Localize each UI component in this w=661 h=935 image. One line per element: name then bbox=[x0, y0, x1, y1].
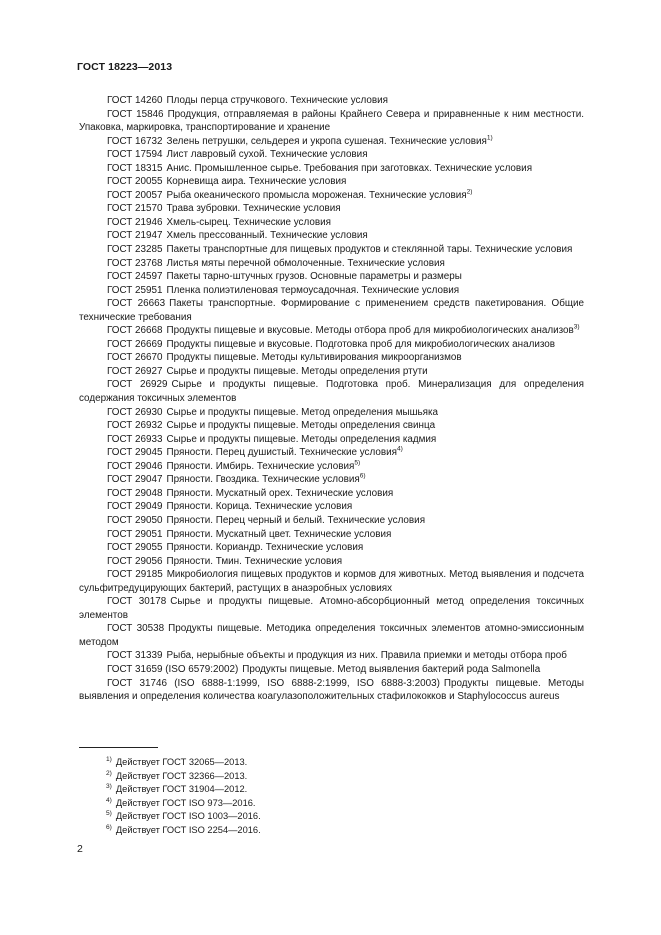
footnote-reference: 3) bbox=[573, 324, 580, 331]
footnote bbox=[106, 770, 261, 784]
reference-code: ГОСТ 26930 bbox=[107, 406, 163, 418]
reference-code: ГОСТ 26670 bbox=[107, 352, 163, 364]
reference-code: ГОСТ 24597 bbox=[107, 271, 163, 283]
footnote bbox=[106, 810, 261, 824]
reference-entry bbox=[79, 297, 584, 324]
reference-code: ГОСТ 20057 bbox=[107, 189, 163, 201]
footnote-mark: 4) bbox=[106, 796, 112, 804]
footnote-reference: 4) bbox=[396, 445, 403, 453]
reference-title: Пряности. Гвоздика. Технические условия bbox=[166, 474, 360, 486]
reference-title: Пакеты тарно-штучных грузов. Основные параметры и размеры bbox=[166, 271, 462, 283]
reference-entry bbox=[79, 595, 584, 622]
reference-entry bbox=[79, 406, 584, 420]
footnote-text: Действует ГОСТ 31904—2012. bbox=[115, 784, 248, 795]
reference-code: ГОСТ 15846 bbox=[107, 108, 164, 120]
reference-code: ГОСТ 29056 bbox=[107, 555, 163, 567]
footnote-reference: 2) bbox=[466, 188, 473, 196]
reference-entry bbox=[79, 433, 584, 447]
reference-entry bbox=[79, 175, 584, 189]
footnote bbox=[106, 797, 261, 811]
reference-entry bbox=[79, 555, 584, 569]
reference-entry bbox=[79, 500, 584, 514]
reference-entry bbox=[79, 135, 584, 149]
reference-title: Продукты пищевые и вкусовые. Методы отбора проб для микробиологических анализов bbox=[166, 325, 574, 337]
reference-title: Трава зубровки. Технические условия bbox=[166, 203, 341, 215]
reference-title: Листья мяты перечной обмолоченные. Технические условия bbox=[166, 257, 445, 269]
reference-title: Пряности. Перец черный и белый. Технические условия bbox=[166, 514, 426, 526]
reference-code: ГОСТ 31659 (ISO 6579:2002) bbox=[107, 663, 239, 675]
reference-title: Лист лавровый сухой. Технические условия bbox=[166, 149, 368, 161]
reference-code: ГОСТ 26932 bbox=[107, 420, 163, 432]
reference-entry bbox=[79, 487, 584, 501]
reference-entry bbox=[79, 148, 584, 162]
footnotes bbox=[106, 756, 261, 838]
reference-entry bbox=[79, 324, 584, 338]
footnote-mark: 1) bbox=[106, 755, 112, 763]
reference-title: Пакеты транспортные. Формирование с применением средств пакетирования. Общие технические требования bbox=[79, 298, 584, 323]
footnote-mark: 6) bbox=[106, 823, 112, 831]
footnote-separator bbox=[79, 747, 158, 748]
reference-code: ГОСТ 29051 bbox=[107, 528, 163, 540]
reference-entry bbox=[79, 108, 584, 135]
reference-title: Продукты пищевые. Метод выявления бактерий рода Salmonella bbox=[242, 663, 541, 675]
reference-entry bbox=[79, 243, 584, 257]
reference-code: ГОСТ 26669 bbox=[107, 338, 163, 350]
reference-code: ГОСТ 26668 bbox=[107, 325, 163, 337]
reference-code: ГОСТ 29055 bbox=[107, 542, 163, 554]
reference-title: Пакеты транспортные для пищевых продуктов и стеклянной тары. Технические условия bbox=[166, 244, 573, 256]
reference-entry bbox=[79, 541, 584, 555]
reference-code: ГОСТ 26927 bbox=[107, 365, 163, 377]
reference-code: ГОСТ 29048 bbox=[107, 487, 163, 499]
footnote-reference: 1) bbox=[486, 134, 493, 142]
reference-entry bbox=[79, 649, 584, 663]
reference-code: ГОСТ 23768 bbox=[107, 257, 163, 269]
reference-entry bbox=[79, 257, 584, 271]
reference-code: ГОСТ 18315 bbox=[107, 162, 163, 174]
reference-entry bbox=[79, 514, 584, 528]
reference-code: ГОСТ 26929 bbox=[107, 379, 168, 391]
reference-entry bbox=[79, 270, 584, 284]
footnote bbox=[106, 756, 261, 770]
reference-entry bbox=[79, 663, 584, 677]
reference-code: ГОСТ 16732 bbox=[107, 135, 163, 147]
reference-entry bbox=[79, 473, 584, 487]
reference-title: Пряности. Имбирь. Технические условия bbox=[166, 460, 355, 472]
reference-entry bbox=[79, 202, 584, 216]
reference-code: ГОСТ 26933 bbox=[107, 433, 163, 445]
reference-entry bbox=[79, 622, 584, 649]
footnote-reference: 5) bbox=[354, 459, 361, 467]
reference-code: ГОСТ 25951 bbox=[107, 284, 163, 296]
reference-title: Хмель прессованный. Технические условия bbox=[166, 230, 368, 242]
reference-title: Рыба, нерыбные объекты и продукция из них. Правила приемки и методы отбора проб bbox=[166, 650, 567, 662]
reference-entry bbox=[79, 284, 584, 298]
reference-code: ГОСТ 21947 bbox=[107, 230, 163, 242]
reference-code: ГОСТ 20055 bbox=[107, 176, 163, 188]
reference-entry bbox=[79, 528, 584, 542]
footnote-mark: 3) bbox=[106, 783, 112, 791]
reference-title: Хмель-сырец. Технические условия bbox=[166, 216, 331, 228]
document-header: ГОСТ 18223—2013 bbox=[77, 61, 173, 73]
reference-title: Сырье и продукты пищевые. Подготовка проб. Минерализация для определения содержания токсичных элементов bbox=[79, 379, 584, 405]
reference-title: Микробиология пищевых продуктов и кормов для животных. Метод выявления и подсчета сульфитредуцирующих бактерий, растущих в анаэробных условиях bbox=[79, 569, 584, 594]
reference-entry bbox=[79, 94, 584, 108]
reference-code: ГОСТ 29050 bbox=[107, 514, 163, 526]
reference-code: ГОСТ 31746 (ISO 6888-1:1999, ISO 6888-2:1999, ISO 6888-3:2003) bbox=[107, 677, 440, 689]
reference-entry bbox=[79, 189, 584, 203]
reference-entry bbox=[79, 216, 584, 230]
reference-title: Сырье и продукты пищевые. Методы определения кадмия bbox=[166, 433, 437, 445]
reference-entry bbox=[79, 460, 584, 474]
footnote-mark: 5) bbox=[106, 810, 112, 818]
reference-entry bbox=[79, 351, 584, 365]
reference-code: ГОСТ 30178 bbox=[107, 596, 167, 608]
reference-code: ГОСТ 29049 bbox=[107, 501, 163, 513]
footnote-reference: 6) bbox=[359, 473, 366, 481]
reference-title: Продукты пищевые и вкусовые. Подготовка проб для микробиологических анализов bbox=[166, 338, 556, 350]
footnote-text: Действует ГОСТ ISO 973—2016. bbox=[115, 797, 256, 808]
footnote bbox=[106, 824, 261, 838]
reference-title: Пряности. Перец душистый. Технические условия bbox=[166, 447, 397, 459]
reference-code: ГОСТ 23285 bbox=[107, 244, 163, 256]
footnote-text: Действует ГОСТ ISO 2254—2016. bbox=[115, 824, 261, 835]
reference-title: Сырье и продукты пищевые. Атомно-абсорбционный метод определения токсичных элементов bbox=[79, 596, 584, 621]
reference-entry bbox=[79, 446, 584, 460]
reference-title: Продукция, отправляемая в районы Крайнего Севера и приравненные к ним местности. Упаковка, маркировка, транспортирование и хранение bbox=[79, 108, 585, 134]
reference-title: Сырье и продукты пищевые. Методы определения ртути bbox=[166, 365, 428, 377]
reference-entry bbox=[79, 677, 584, 704]
reference-entry bbox=[79, 419, 584, 433]
reference-code: ГОСТ 31339 bbox=[107, 650, 163, 662]
reference-title: Продукты пищевые. Методы культивирования микроорганизмов bbox=[166, 352, 462, 364]
reference-code: ГОСТ 30538 bbox=[107, 623, 165, 635]
reference-code: ГОСТ 29047 bbox=[107, 474, 163, 486]
reference-title: Зелень петрушки, сельдерея и укропа сушеная. Технические условия bbox=[166, 135, 487, 147]
footnote-mark: 2) bbox=[106, 769, 112, 777]
reference-code: ГОСТ 21946 bbox=[107, 216, 163, 228]
reference-title: Продукты пищевые. Методика определения токсичных элементов атомно-эмиссионным методом bbox=[79, 623, 584, 648]
reference-title: Пряности. Корица. Технические условия bbox=[166, 501, 353, 513]
reference-title: Анис. Промышленное сырье. Требования при заготовках. Технические условия bbox=[166, 162, 533, 174]
reference-code: ГОСТ 29185 bbox=[107, 569, 163, 581]
footnote-text: Действует ГОСТ 32065—2013. bbox=[115, 757, 248, 767]
reference-title: Рыба океанического промысла мороженая. Технические условия bbox=[166, 189, 467, 201]
reference-entry bbox=[79, 365, 584, 379]
footnote-text: Действует ГОСТ 32366—2013. bbox=[115, 770, 248, 781]
reference-code: ГОСТ 17594 bbox=[107, 149, 163, 161]
reference-entry bbox=[79, 338, 584, 352]
reference-code: ГОСТ 14260 bbox=[107, 95, 163, 106]
reference-title: Сырье и продукты пищевые. Методы определения свинца bbox=[166, 420, 436, 432]
reference-title: Плоды перца стручкового. Технические условия bbox=[166, 95, 388, 106]
reference-title: Пленка полиэтиленовая термоусадочная. Технические условия bbox=[166, 284, 460, 296]
reference-entry bbox=[79, 162, 584, 176]
reference-title: Пряности. Тмин. Технические условия bbox=[166, 555, 343, 567]
page-number: 2 bbox=[77, 843, 83, 855]
reference-entry bbox=[79, 378, 584, 405]
reference-code: ГОСТ 29046 bbox=[107, 460, 163, 472]
reference-code: ГОСТ 21570 bbox=[107, 203, 163, 215]
reference-title: Сырье и продукты пищевые. Метод определения мышьяка bbox=[166, 406, 439, 418]
reference-code: ГОСТ 29045 bbox=[107, 447, 163, 459]
reference-entry bbox=[79, 229, 584, 243]
reference-title: Пряности. Мускатный цвет. Технические условия bbox=[166, 528, 392, 540]
normative-references-list bbox=[79, 94, 584, 704]
reference-title: Продукты пищевые. Методы выявления и определения количества коагулазоположительных стафилококков и Staphylococcus aureus bbox=[79, 677, 584, 703]
reference-title: Пряности. Мускатный орех. Технические условия bbox=[166, 487, 394, 499]
footnote bbox=[106, 783, 261, 797]
footnote-text: Действует ГОСТ ISO 1003—2016. bbox=[115, 811, 261, 822]
reference-title: Пряности. Кориандр. Технические условия bbox=[166, 542, 364, 554]
reference-entry bbox=[79, 568, 584, 595]
reference-code: ГОСТ 26663 bbox=[107, 298, 166, 310]
reference-title: Корневища аира. Технические условия bbox=[166, 176, 347, 188]
